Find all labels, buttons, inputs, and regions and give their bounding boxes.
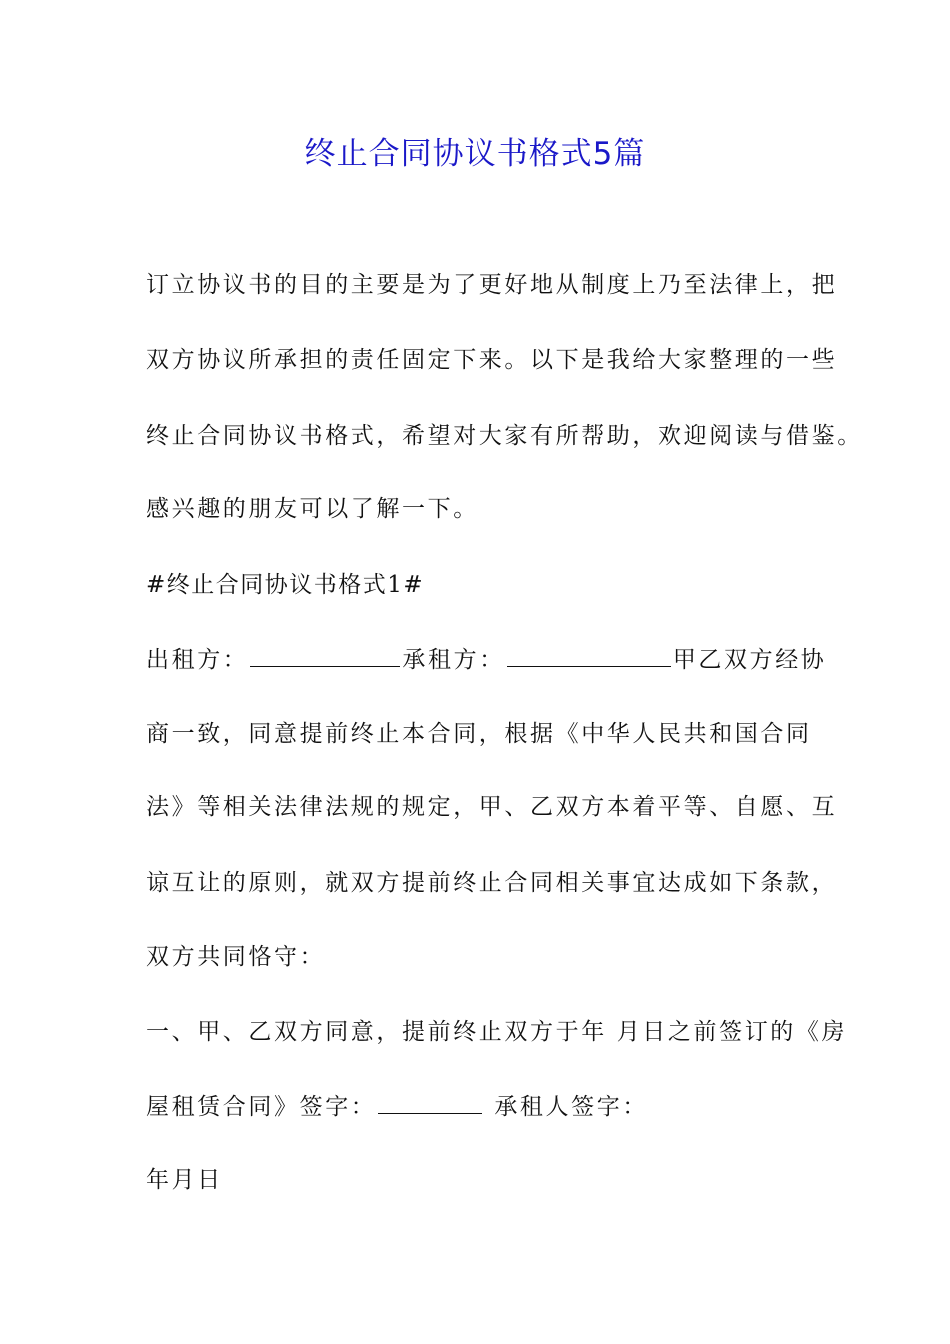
parties-line bbox=[146, 643, 826, 677]
date-line: 年月日 bbox=[146, 1167, 223, 1193]
body-line-3: 谅互让的原则，就双方提前终止合同相关事宜达成如下条款， bbox=[146, 870, 838, 896]
intro-line-1: 订立协议书的目的主要是为了更好地从制度上乃至法律上，把 bbox=[146, 272, 838, 298]
parties-tail: 甲乙双方经协 bbox=[672, 647, 827, 673]
lessee-label: 承租方： bbox=[402, 647, 505, 673]
document-title: 终止合同协议书格式5篇 bbox=[304, 136, 646, 172]
signature-tail: 承租人签字： bbox=[494, 1094, 648, 1120]
signature-line bbox=[146, 1090, 826, 1124]
intro-line-2: 双方协议所承担的责任固定下来。以下是我给大家整理的一些 bbox=[146, 347, 838, 373]
lessee-blank bbox=[507, 644, 671, 667]
body-line-4: 双方共同恪守： bbox=[146, 944, 326, 970]
intro-line-3: 终止合同协议书格式，希望对大家有所帮助，欢迎阅读与借鉴。 bbox=[146, 423, 863, 449]
body-line-1: 商一致，同意提前终止本合同，根据《中华人民共和国合同 bbox=[146, 721, 812, 747]
lessor-label: 出租方： bbox=[146, 647, 249, 673]
intro-line-4: 感兴趣的朋友可以了解一下。 bbox=[146, 496, 479, 522]
lessor-blank bbox=[250, 644, 400, 667]
signature-prefix: 屋租赁合同》签字： bbox=[146, 1094, 377, 1120]
section-heading: #终止合同协议书格式1# bbox=[146, 572, 425, 598]
signature-blank bbox=[378, 1091, 482, 1114]
body-line-2: 法》等相关法律法规的规定，甲、乙双方本着平等、自愿、互 bbox=[146, 794, 838, 820]
body-line-5: 一、甲、乙双方同意，提前终止双方于年 月日之前签订的《房 bbox=[146, 1019, 848, 1045]
